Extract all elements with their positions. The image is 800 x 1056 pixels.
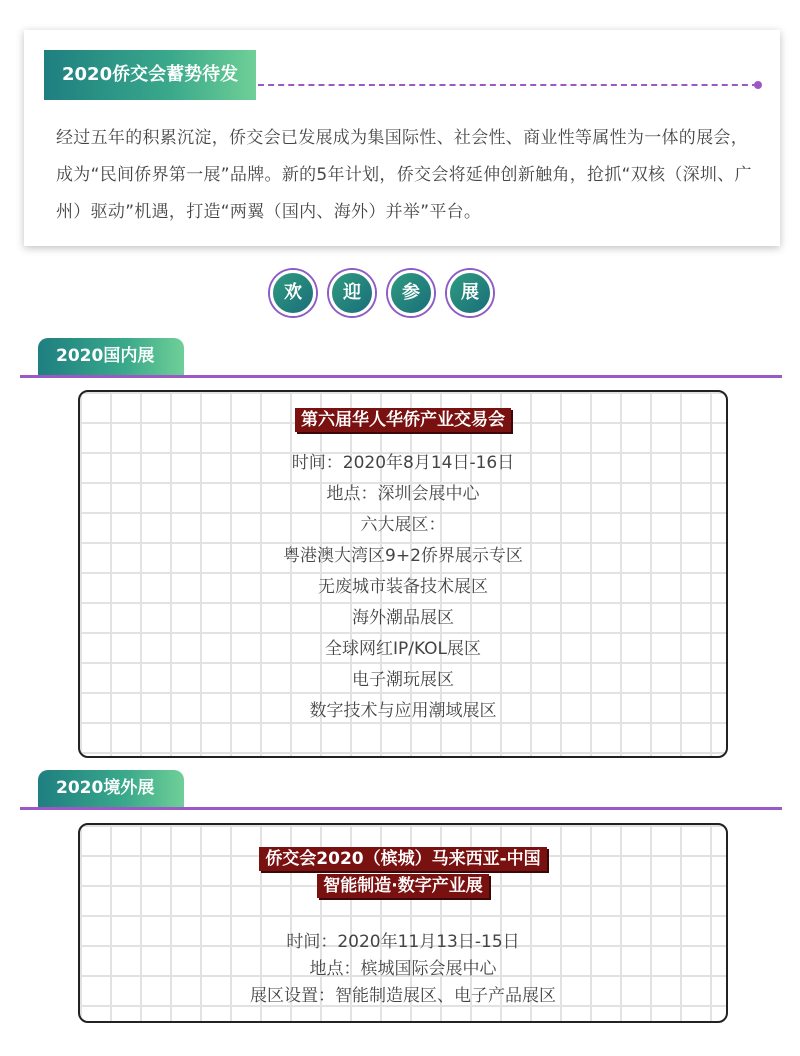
intro-paragraph: 经过五年的积累沉淀，侨交会已发展成为集国际性、社会性、商业性等属性为一体的展会，成为“民间侨界第一展”品牌。新的5年计划，侨交会将延伸创新触角，抢抓“双核（深圳、广州）驱动”机遇，打造“两翼（国内、海外）并举”平台。: [56, 128, 752, 222]
event-detail-line: 无废城市装备技术展区: [318, 577, 488, 597]
event-detail-line: 全球网红IP/KOL展区: [324, 639, 482, 659]
overseas-section-title: 2020境外展: [38, 770, 184, 807]
domestic-event-card: [78, 390, 728, 758]
event-detail-line: 海外潮品展区: [352, 608, 454, 628]
welcome-char: 参: [388, 270, 434, 316]
intro-title-tag: 2020侨交会蓄势待发: [44, 50, 256, 100]
welcome-char: 展: [447, 270, 493, 316]
intro-card: [24, 30, 780, 246]
section-divider: [20, 807, 782, 810]
overseas-event-title-line1: 侨交会2020（槟城）马来西亚-中国: [259, 847, 546, 871]
event-detail-line: 地点：深圳会展中心: [326, 484, 480, 504]
welcome-circles: [270, 270, 493, 316]
domestic-event-title: 第六届华人华侨产业交易会: [295, 408, 511, 432]
overseas-section-header: [20, 770, 782, 810]
overseas-event-title-line2: 智能制造·数字产业展: [317, 874, 488, 898]
overseas-event-card: [78, 823, 728, 1023]
welcome-char: 迎: [329, 270, 375, 316]
event-detail-line: 六大展区：: [360, 515, 446, 535]
domestic-section-header: [20, 338, 782, 378]
event-detail-line: 数字技术与应用潮域展区: [309, 701, 497, 721]
dashed-divider: [258, 84, 758, 86]
event-detail-line: 时间：2020年8月14日-16日: [291, 453, 515, 473]
event-detail-line: 展区设置：智能制造展区、电子产品展区: [250, 986, 556, 1006]
event-detail-line: 电子潮玩展区: [352, 670, 454, 690]
welcome-char: 欢: [270, 270, 316, 316]
domestic-section-title: 2020国内展: [38, 338, 184, 375]
event-detail-line: 粤港澳大湾区9+2侨界展示专区: [283, 546, 523, 566]
section-divider: [20, 375, 782, 378]
event-detail-line: 时间：2020年11月13日-15日: [286, 932, 520, 952]
event-detail-line: 地点：槟城国际会展中心: [309, 959, 497, 979]
